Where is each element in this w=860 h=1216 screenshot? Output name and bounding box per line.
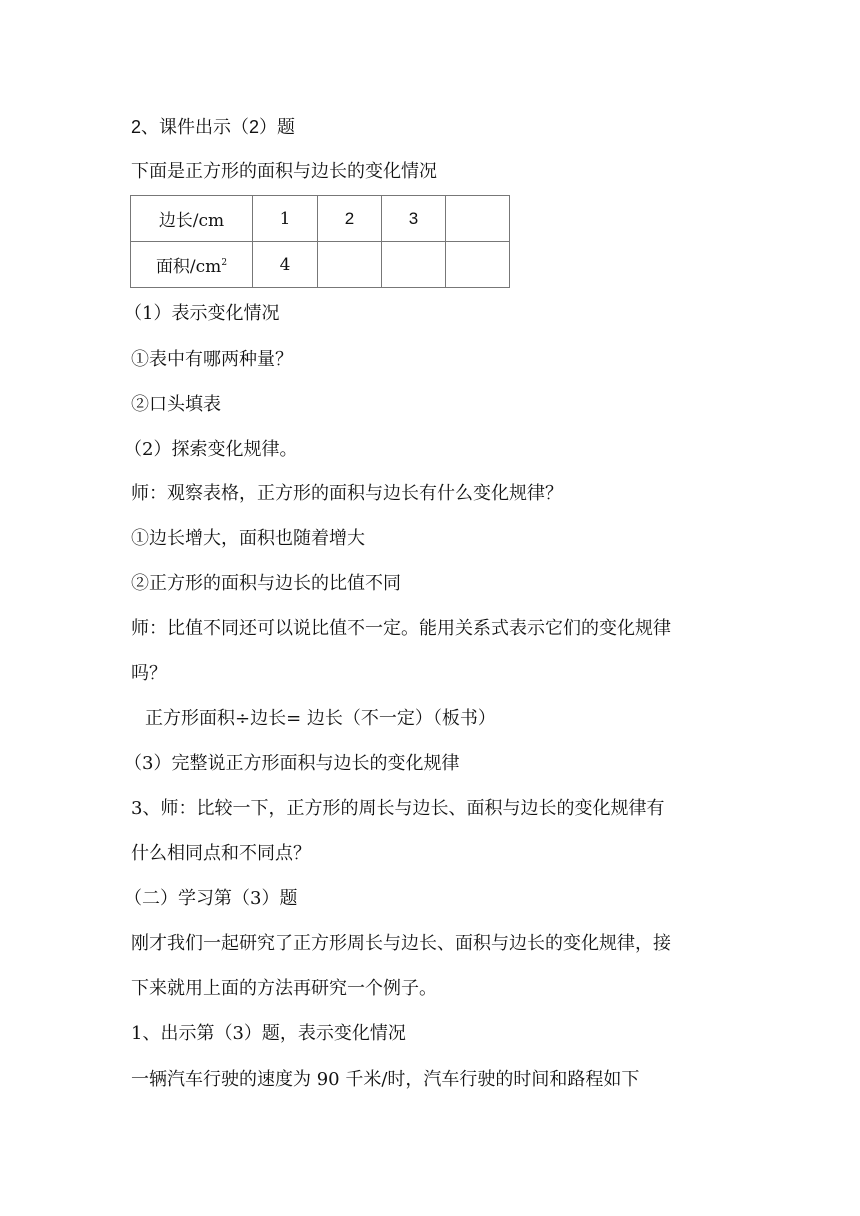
square-area-table: [130, 195, 510, 288]
paragraph-line: ①边长增大，面积也随着增大: [131, 528, 365, 549]
table-cell: [318, 242, 382, 288]
table-cell: [446, 196, 510, 242]
table-cell: 3: [382, 196, 446, 242]
paragraph-line: 师：观察表格，正方形的面积与边长有什么变化规律？: [131, 483, 563, 504]
superscript: 2: [221, 258, 228, 268]
table-cell: 2: [318, 196, 382, 242]
paragraph-line: ②正方形的面积与边长的比值不同: [131, 573, 401, 594]
table-row-label: [131, 242, 253, 288]
paragraph-line: 下来就用上面的方法再研究一个例子。: [131, 978, 437, 999]
table-cell: 1: [253, 196, 318, 242]
row-label-text: 面积/cm: [155, 257, 222, 277]
paragraph-line: ②口头填表: [131, 394, 221, 415]
step-heading: （3）完整说正方形面积与边长的变化规律: [124, 753, 460, 774]
formula-line: 正方形面积÷边长= 边长（不一定）（板书）: [145, 708, 496, 729]
table-cell: 4: [253, 242, 318, 288]
paragraph-line: 1、出示第（3）题，表示变化情况: [131, 1023, 406, 1044]
paragraph-line: 什么相同点和不同点？: [131, 843, 311, 864]
section-heading: （二）学习第（3）题: [124, 888, 298, 909]
step-heading: （1）表示变化情况: [124, 303, 280, 324]
table-cell: [382, 242, 446, 288]
paragraph-line: 3、师：比较一下，正方形的周长与边长、面积与边长的变化规律有: [131, 798, 665, 819]
paragraph-line: 一辆汽车行驶的速度为 90 千米/时，汽车行驶的时间和路程如下: [131, 1069, 640, 1090]
section-heading-2: 2、课件出示（2）题: [131, 117, 296, 137]
table-row: [131, 196, 510, 242]
table-row: [131, 242, 510, 288]
paragraph-line: 师：比值不同还可以说比值不一定。能用关系式表示它们的变化规律: [131, 618, 671, 639]
table-intro: 下面是正方形的面积与边长的变化情况: [131, 161, 437, 182]
paragraph-line: ①表中有哪两种量？: [131, 349, 293, 370]
table-cell: [446, 242, 510, 288]
table-row-label: 边长/cm: [131, 196, 253, 242]
paragraph-line: 吗？: [131, 663, 167, 684]
paragraph-line: 刚才我们一起研究了正方形周长与边长、面积与边长的变化规律，接: [131, 933, 671, 954]
step-heading: （2）探索变化规律。: [124, 439, 298, 460]
